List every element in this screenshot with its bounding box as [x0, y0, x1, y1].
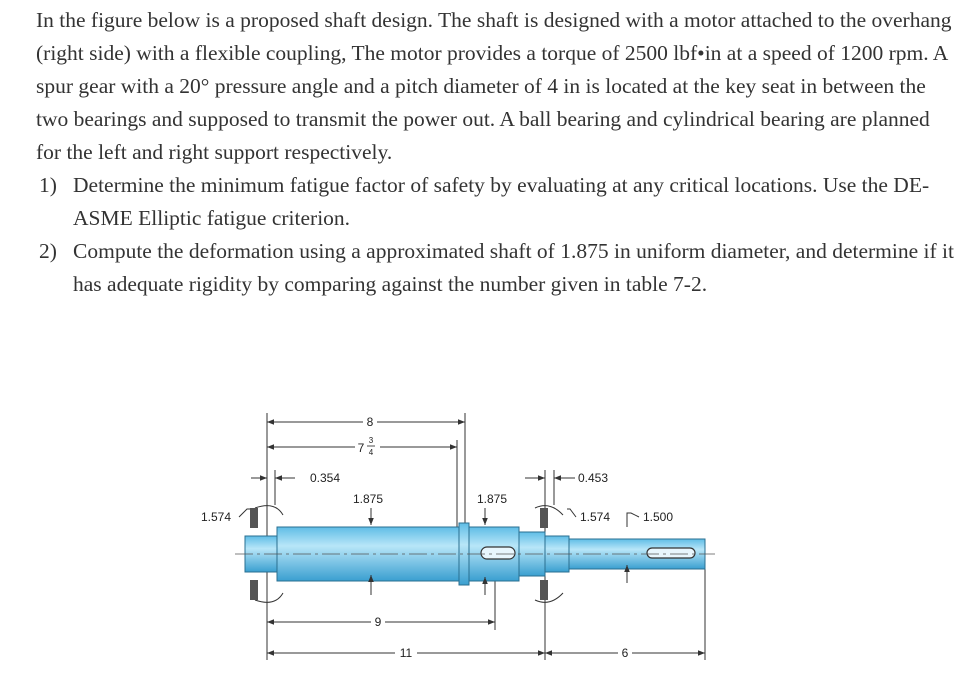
- shaft-figure: [195, 405, 725, 675]
- dimension-0354-label: 0.354: [310, 471, 341, 485]
- dimension-7-3-4: [267, 436, 457, 457]
- keyseat-coupling: [647, 548, 695, 558]
- problem-intro: In the figure below is a proposed shaft design. The shaft is designed with a motor attached to the overhang (right side) with a flexible coupling, The motor provides a torque of 2500 lbf•in at a speed of 1200 rpm. A spur gear with a 20° pressure angle and a pitch diameter of 4 in is located at the key seat in between the two bearings and supposed to transmit the power out. A ball bearing and cylindrical bearing are planned for the left and right support respectively.: [36, 8, 952, 164]
- question-2-number: 2): [39, 239, 57, 263]
- dimension-9: [267, 615, 495, 629]
- dimension-6-label: 6: [621, 646, 629, 660]
- dimension-9-label: 9: [374, 615, 382, 629]
- question-2-text: Compute the deformation using a approximated shaft of 1.875 in uniform diameter, and determine if it has adequate rigidity by comparing against the number given in table 7-2.: [73, 239, 955, 296]
- svg-text:7: 7: [357, 441, 365, 455]
- dimension-6: [545, 646, 705, 660]
- keyseat-gear: [481, 547, 515, 559]
- diameter-1875-b: 1.875: [477, 492, 508, 506]
- question-1-text: Determine the minimum fatigue factor of safety by evaluating at any critical locations. Use the DE-ASME Elliptic fatigue criterion.: [73, 173, 930, 230]
- svg-text:3: 3: [368, 436, 374, 445]
- problem-text: [36, 4, 956, 301]
- dimension-0453: [525, 471, 608, 485]
- dimension-8-label: 8: [366, 415, 374, 429]
- dimension-0354: [251, 471, 340, 485]
- shaft: [235, 523, 715, 585]
- dimension-0453-label: 0.453: [578, 471, 609, 485]
- diameter-1574-left: 1.574: [201, 510, 232, 524]
- question-2: [36, 235, 956, 301]
- question-1: [36, 169, 956, 235]
- question-1-number: 1): [39, 173, 57, 197]
- dimension-11: [267, 646, 545, 660]
- dimension-8: [267, 415, 465, 429]
- diameter-1574-right: 1.574: [580, 510, 611, 524]
- diameter-1500: 1.500: [643, 510, 674, 524]
- dimension-11-label: 11: [399, 646, 413, 660]
- diameter-1875-a: 1.875: [353, 492, 384, 506]
- svg-text:4: 4: [368, 448, 374, 457]
